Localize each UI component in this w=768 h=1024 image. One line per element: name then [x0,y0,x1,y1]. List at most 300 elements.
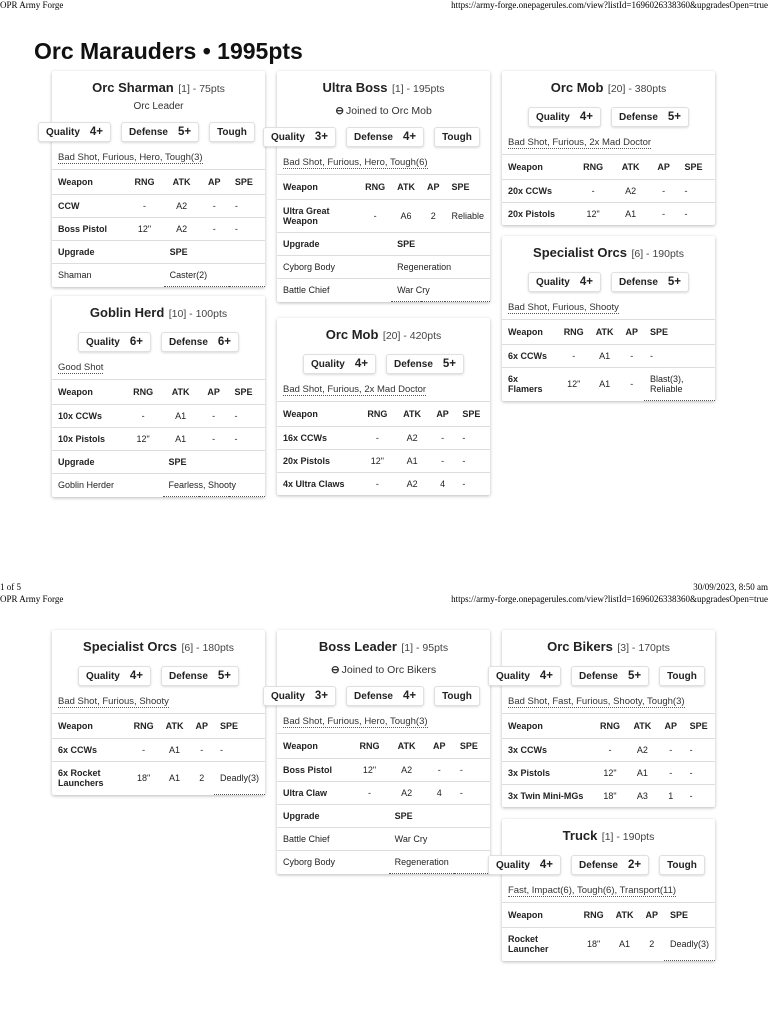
upgrade-name: Cyborg Body [277,851,389,874]
army-title: Orc Marauders • 1995pts [34,38,303,64]
weapon-special: - [679,180,715,203]
stat-row [52,666,265,686]
weapon-name: 6x CCWs [52,739,128,762]
special-rules [277,712,490,733]
rng-col-header: RNG [593,714,626,739]
weapons-table [52,379,265,497]
weapons-header-row [52,170,265,195]
upgrade-row [277,851,490,874]
quality-value: 3+ [314,690,329,702]
weapon-attacks: A2 [395,427,428,450]
weapons-header-row [52,380,265,405]
defense-label: Defense [169,670,208,682]
weapon-name: 4x Ultra Claws [277,473,359,496]
ap-col-header: AP [425,734,454,759]
weapon-special: - [454,759,490,782]
upgrade-row [277,256,490,279]
stat-row [502,272,715,292]
upgrade-rule[interactable]: War Cry [391,279,490,302]
quality-label: Quality [535,276,570,288]
upgrade-header-row [52,241,265,264]
special-rules [502,881,715,902]
weapon-special[interactable]: Reliable [445,200,490,233]
quality-stat [263,127,336,147]
weapon-range: 12" [593,762,626,785]
weapon-ap: 2 [421,200,446,233]
defense-stat [611,107,689,127]
quality-label: Quality [496,859,530,871]
weapon-ap: - [658,739,684,762]
weapon-row [277,450,490,473]
link-icon: ⊖ [335,105,344,117]
quality-stat [303,354,376,374]
unit-size-points: [10] - 100pts [168,308,228,320]
defense-value: 4+ [402,131,417,143]
weapon-ap: - [200,218,229,241]
quality-value: 4+ [129,670,143,682]
unit-size-points: [1] - 195pts [391,83,445,95]
defense-stat [161,666,239,686]
defense-label: Defense [619,111,658,123]
upgrade-rule[interactable]: Fearless, Shooty [163,474,265,497]
weapon-special: - [456,473,490,496]
quality-stat [488,855,561,875]
spe-col-header: SPE [456,402,490,427]
quality-value: 6+ [129,336,143,348]
weapon-special: - [679,203,715,226]
unit-card [271,71,490,302]
weapon-ap: 4 [429,473,456,496]
weapon-name: 6x CCWs [502,345,558,368]
unit-size-points: [1] - 95pts [401,642,449,654]
weapon-name: Boss Pistol [277,759,350,782]
weapon-special: - [229,195,265,218]
unit-card [52,296,265,497]
upgrade-name: Goblin Herder [52,474,163,497]
stat-row [38,122,265,142]
stat-row [502,107,715,127]
weapons-table [277,174,490,302]
pdf-footer-datetime: 30/09/2023, 8:50 am [693,582,768,592]
quality-label: Quality [310,358,345,370]
upgrade-header-row [52,451,265,474]
weapon-special: - [644,345,715,368]
unit-card [271,630,490,874]
joined-text: Joined to Orc Mob [346,105,432,117]
upgrade-spe-label: SPE [389,805,490,828]
weapon-name: 3x Twin Mini-MGs [502,785,593,808]
weapons-table [277,733,490,874]
ap-col-header: AP [658,714,684,739]
special-rules [277,153,490,174]
weapon-col-header: Weapon [277,734,350,759]
weapons-table [502,902,715,961]
weapon-row [502,928,715,961]
pdf-header-left: OPR Army Forge [0,0,64,10]
weapon-attacks: A1 [610,928,640,961]
weapon-attacks: A1 [160,762,190,795]
upgrade-rule[interactable]: War Cry [389,828,490,851]
stat-row [263,686,490,706]
ap-col-header: AP [620,320,645,345]
defense-stat [161,332,239,352]
unit-name: Orc Mob [325,327,379,342]
unit-size-points: [1] - 190pts [601,831,655,843]
upgrade-row [52,264,265,287]
atk-col-header: ATK [389,734,425,759]
weapon-range: - [558,345,590,368]
weapon-range: 12" [124,428,163,451]
special-rules-text[interactable]: Bad Shot, Furious, Shooty [508,302,619,313]
quality-value: 3+ [314,131,329,143]
tough-stat [659,855,705,875]
weapons-header-row [277,734,490,759]
weapon-row [502,785,715,808]
spe-col-header: SPE [454,734,490,759]
defense-label: Defense [619,276,658,288]
weapon-special: - [684,785,715,808]
unit-size-points: [6] - 190pts [631,248,684,260]
weapon-row [277,473,490,496]
weapon-range: 18" [593,785,626,808]
unit-header [502,71,715,97]
atk-col-header: ATK [163,380,199,405]
rng-col-header: RNG [128,714,160,739]
spe-col-header: SPE [664,903,715,928]
quality-stat [528,107,601,127]
weapon-name: 10x Pistols [52,428,124,451]
weapon-row [52,195,265,218]
quality-stat [488,666,561,686]
spe-col-header: SPE [644,320,715,345]
weapon-ap: - [658,762,684,785]
weapon-attacks: A1 [613,203,649,226]
weapon-ap: - [199,428,229,451]
weapon-row [277,427,490,450]
weapon-attacks: A1 [590,368,620,401]
rng-col-header: RNG [574,155,613,180]
rng-col-header: RNG [350,734,388,759]
upgrade-header-row [277,805,490,828]
weapon-col-header: Weapon [277,175,359,200]
weapon-special: - [684,739,715,762]
special-rules-text[interactable]: Bad Shot, Fast, Furious, Shooty, Tough(3) [508,696,685,707]
weapon-range: - [593,739,626,762]
weapon-row [502,180,715,203]
special-rules [52,358,265,379]
weapon-name: Boss Pistol [52,218,125,241]
weapon-special[interactable]: Deadly(3) [664,928,715,961]
unit-card [52,630,265,795]
weapon-special: - [229,428,265,451]
ap-col-header: AP [649,155,679,180]
weapon-range: 12" [125,218,163,241]
atk-col-header: ATK [164,170,200,195]
weapon-col-header: Weapon [277,402,359,427]
special-rules-text[interactable]: Bad Shot, Furious, Hero, Tough(6) [283,157,428,168]
atk-col-header: ATK [395,402,428,427]
quality-stat [78,666,151,686]
weapon-ap: 2 [189,762,214,795]
joined-note [277,105,490,117]
quality-stat [263,686,336,706]
upgrade-row [52,474,265,497]
weapon-row [52,428,265,451]
unit-header [502,236,715,262]
unit-header [52,630,265,656]
rng-col-header: RNG [124,380,163,405]
special-rules [52,692,265,713]
weapon-row [502,203,715,226]
upgrade-rule[interactable]: Regeneration [389,851,490,874]
weapon-special[interactable]: Blast(3), Reliable [644,368,715,401]
defense-stat [346,127,424,147]
upgrade-rule[interactable]: Caster(2) [164,264,265,287]
unit-card [502,71,715,225]
upgrade-row [277,828,490,851]
weapons-table [52,713,265,795]
weapon-ap: - [620,345,645,368]
weapon-special: - [214,739,265,762]
weapon-special: - [684,762,715,785]
defense-value: 5+ [667,111,682,123]
unit-name: Orc Sharman [92,80,174,95]
weapon-col-header: Weapon [502,155,574,180]
defense-stat [346,686,424,706]
tough-stat [659,666,705,686]
unit-subtitle: Orc Leader [133,101,184,112]
special-rules-text[interactable]: Bad Shot, Furious, Shooty [58,696,169,707]
unit-size-points: [20] - 420pts [382,330,442,342]
defense-stat [571,666,649,686]
weapon-row [277,759,490,782]
joined-text: Joined to Orc Bikers [341,664,437,676]
unit-name: Specialist Orcs [533,245,627,260]
pdf-header-left-page2: OPR Army Forge [0,594,64,604]
weapon-attacks: A2 [164,218,200,241]
pdf-header-url-page2: https://army-forge.onepagerules.com/view?listId=1696026338360&upgradesOpen=true [451,594,768,604]
weapon-row [502,345,715,368]
weapon-col-header: Weapon [52,714,128,739]
weapon-row [502,739,715,762]
weapon-special: - [229,405,265,428]
spe-col-header: SPE [445,175,490,200]
special-rules-text[interactable]: Bad Shot, Furious, 2x Mad Doctor [508,137,652,148]
weapon-row [502,368,715,401]
weapon-ap: - [429,427,456,450]
weapon-attacks: A1 [395,450,428,473]
weapon-row [52,405,265,428]
quality-value: 4+ [579,276,593,288]
unit-size-points: [3] - 170pts [617,642,670,654]
weapon-name: 6x Flamers [502,368,558,401]
unit-header [502,819,715,845]
defense-stat [571,855,649,875]
weapons-table [502,154,715,225]
upgrade-name: Cyborg Body [277,256,391,279]
quality-label: Quality [85,670,120,682]
defense-label: Defense [354,690,393,702]
upgrade-spe-label: SPE [391,233,490,256]
stat-row [263,127,490,147]
tough-label: Tough [442,690,472,702]
weapon-range: 18" [128,762,160,795]
weapons-header-row [502,155,715,180]
unit-card [277,318,490,495]
weapon-range: - [574,180,613,203]
quality-stat [528,272,601,292]
special-rules [502,133,715,154]
upgrade-name: Battle Chief [277,828,389,851]
defense-value: 5+ [217,670,232,682]
weapon-special: - [456,450,490,473]
pdf-header-url: https://army-forge.onepagerules.com/view?listId=1696026338360&upgradesOpen=true [451,0,768,10]
special-rules-text[interactable]: Fast, Impact(6), Tough(6), Transport(11) [508,885,677,896]
stat-row [52,332,265,352]
unit-header [277,71,490,97]
ap-col-header: AP [199,380,229,405]
quality-label: Quality [46,126,80,138]
weapon-range: 12" [574,203,613,226]
defense-stat [611,272,689,292]
quality-value: 4+ [539,859,554,871]
weapon-row [52,762,265,795]
quality-label: Quality [496,670,530,682]
weapon-ap: 2 [639,928,664,961]
defense-stat [121,122,199,142]
spe-col-header: SPE [684,714,715,739]
weapon-name: Rocket Launcher [502,928,578,961]
upgrade-name: Battle Chief [277,279,391,302]
weapon-name: 20x CCWs [502,180,574,203]
upgrade-label: Upgrade [52,241,164,264]
weapon-attacks: A2 [389,759,425,782]
quality-stat [78,332,151,352]
ap-col-header: AP [189,714,214,739]
defense-value: 5+ [667,276,682,288]
spe-col-header: SPE [214,714,265,739]
weapon-ap: - [649,180,679,203]
weapon-special: - [456,427,490,450]
unit-header [277,318,490,344]
weapon-name: 16x CCWs [277,427,359,450]
tough-stat [434,686,480,706]
weapon-col-header: Weapon [52,170,125,195]
special-rules [502,692,715,713]
atk-col-header: ATK [391,175,421,200]
quality-label: Quality [535,111,570,123]
upgrade-rule[interactable]: Regeneration [391,256,490,279]
atk-col-header: ATK [590,320,620,345]
special-rules [502,298,715,319]
ap-col-header: AP [200,170,229,195]
special-rules-text[interactable]: Bad Shot, Furious, Hero, Tough(3) [58,152,203,163]
unit-card [496,819,715,961]
weapon-special: - [454,782,490,805]
weapon-name: 3x Pistols [502,762,593,785]
weapon-col-header: Weapon [502,714,593,739]
weapon-range: - [124,405,163,428]
weapon-row [52,739,265,762]
weapon-attacks: A3 [627,785,658,808]
weapon-range: 12" [350,759,388,782]
upgrade-label: Upgrade [52,451,163,474]
link-icon: ⊖ [330,664,340,676]
weapon-attacks: A1 [160,739,190,762]
defense-label: Defense [579,670,618,682]
weapon-name: Ultra Claw [277,782,350,805]
upgrade-row [277,279,490,302]
unit-card [46,71,265,287]
upgrade-spe-label: SPE [164,241,265,264]
weapon-row [52,218,265,241]
defense-value: 6+ [217,336,232,348]
rng-col-header: RNG [125,170,163,195]
weapon-row [277,200,490,233]
spe-col-header: SPE [229,380,265,405]
weapons-header-row [502,714,715,739]
tough-label: Tough [442,131,472,143]
unit-name: Orc Bikers [547,639,613,654]
weapons-table [502,713,715,807]
unit-card [496,630,715,807]
quality-value: 4+ [89,126,104,138]
upgrade-spe-label: SPE [163,451,265,474]
unit-name: Orc Mob [550,80,604,95]
weapons-table [52,169,265,287]
weapon-special[interactable]: Deadly(3) [214,762,265,795]
weapon-attacks: A2 [389,782,425,805]
unit-size-points: [1] - 75pts [178,83,225,95]
unit-header [52,296,265,322]
weapon-ap: - [200,195,229,218]
tough-label: Tough [667,670,697,682]
weapon-range: 12" [359,450,395,473]
weapon-range: - [359,473,395,496]
weapon-attacks: A2 [613,180,649,203]
upgrade-name: Shaman [52,264,164,287]
tough-stat [209,122,255,142]
weapon-row [502,762,715,785]
unit-size-points: [20] - 380pts [607,83,667,95]
weapon-name: 20x Pistols [277,450,359,473]
weapon-range: - [359,427,395,450]
special-rules-text[interactable]: Bad Shot, Furious, Hero, Tough(3) [283,716,428,727]
upgrade-header-row [277,233,490,256]
weapons-header-row [502,903,715,928]
weapon-name: Ultra Great Weapon [277,200,359,233]
special-rules-text[interactable]: Good Shot [58,362,104,373]
weapon-col-header: Weapon [502,320,558,345]
unit-name: Ultra Boss [322,80,388,95]
weapon-attacks: A1 [163,405,199,428]
weapon-attacks: A1 [163,428,199,451]
unit-size-points: [6] - 180pts [181,642,234,654]
atk-col-header: ATK [627,714,658,739]
weapon-attacks: A1 [590,345,620,368]
unit-header [502,630,715,656]
unit-card [502,236,715,401]
weapon-col-header: Weapon [52,380,124,405]
unit-header [52,71,265,97]
quality-value: 4+ [354,358,368,370]
quality-label: Quality [271,690,305,702]
quality-label: Quality [85,336,120,348]
special-rules-text[interactable]: Bad Shot, Furious, 2x Mad Doctor [283,384,427,395]
weapon-ap: 4 [425,782,454,805]
weapon-range: 18" [578,928,610,961]
weapon-range: - [350,782,388,805]
